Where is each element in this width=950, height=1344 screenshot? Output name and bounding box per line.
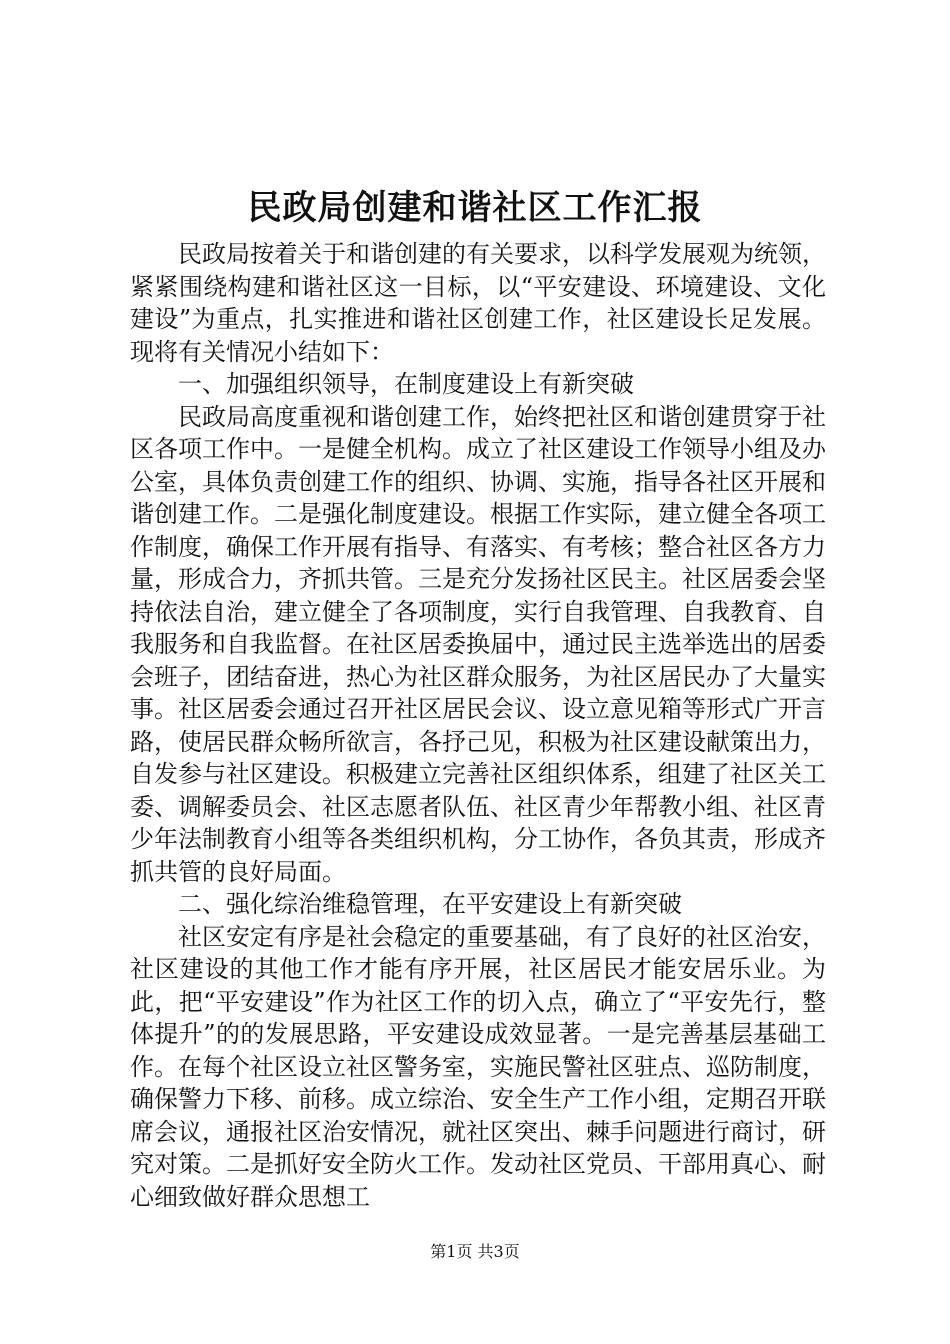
document-title: 民政局创建和谐社区工作汇报 — [247, 188, 703, 228]
section-heading-2: 二、强化综治维稳管理，在平安建设上有新突破 — [178, 890, 682, 918]
section-heading-1: 一、加强组织领导，在制度建设上有新突破 — [178, 370, 634, 398]
section-1-paragraph: 民政局高度重视和谐创建工作，始终把社区和谐创建贯穿于社区各项工作中。一是健全机构。成立了社区建设工作领导小组及办公室，具体负责创建工作的组织、协调、实施，指导各社区开展和谐创建工作。二是强化制度建设。根据工作实际，建立健全各项工作制度，确保工作开展有指导、有落实、有考核；整合社区各方力量，形成合力，齐抓共管。三是充分发扬社区民主。社区居委会坚持依法自治，建立健全了各项制度，实行自我管理、自我教育、自我服务和自我监督。在社区居委换届中，通过民主选举选出的居委会班子，团结奋进，热心为社区群众服务，为社区居民办了大量实事。社区居委会通过召开社区居民会议、设立意见箱等形式广开言路，使居民群众畅所欲言，各抒己见，积极为社区建设献策出力，自发参与社区建设。积极建立完善社区组织体系，组建了社区关工委、调解委员会、社区志愿者队伍、社区青少年帮教小组、社区青少年法制教育小组等各类组织机构，分工协作，各负其责，形成齐抓共管的良好局面。 — [130, 402, 826, 886]
page-number-footer: 第1页 共3页 — [430, 1242, 520, 1261]
document-body — [130, 238, 826, 1213]
intro-paragraph: 民政局按着关于和谐创建的有关要求，以科学发展观为统领，紧紧围绕构建和谐社区这一目标，以“平安建设、环境建设、文化建设”为重点，扎实推进和谐社区创建工作，社区建设长足发展。现将有关情况小结如下： — [130, 240, 826, 366]
section-2-paragraph: 社区安定有序是社会稳定的重要基础，有了良好的社区治安，社区建设的其他工作才能有序开展，社区居民才能安居乐业。为此，把“平安建设”作为社区工作的切入点，确立了“平安先行，整体提升”的的发展思路，平安建设成效显著。一是完善基层基础工作。在每个社区设立社区警务室，实施民警社区驻点、巡防制度，确保警力下移、前移。成立综治、安全生产工作小组，定期召开联席会议，通报社区治安情况，就社区突出、棘手问题进行商讨，研究对策。二是抓好安全防火工作。发动社区党员、干部用真心、耐心细致做好群众思想工 — [130, 922, 826, 1211]
